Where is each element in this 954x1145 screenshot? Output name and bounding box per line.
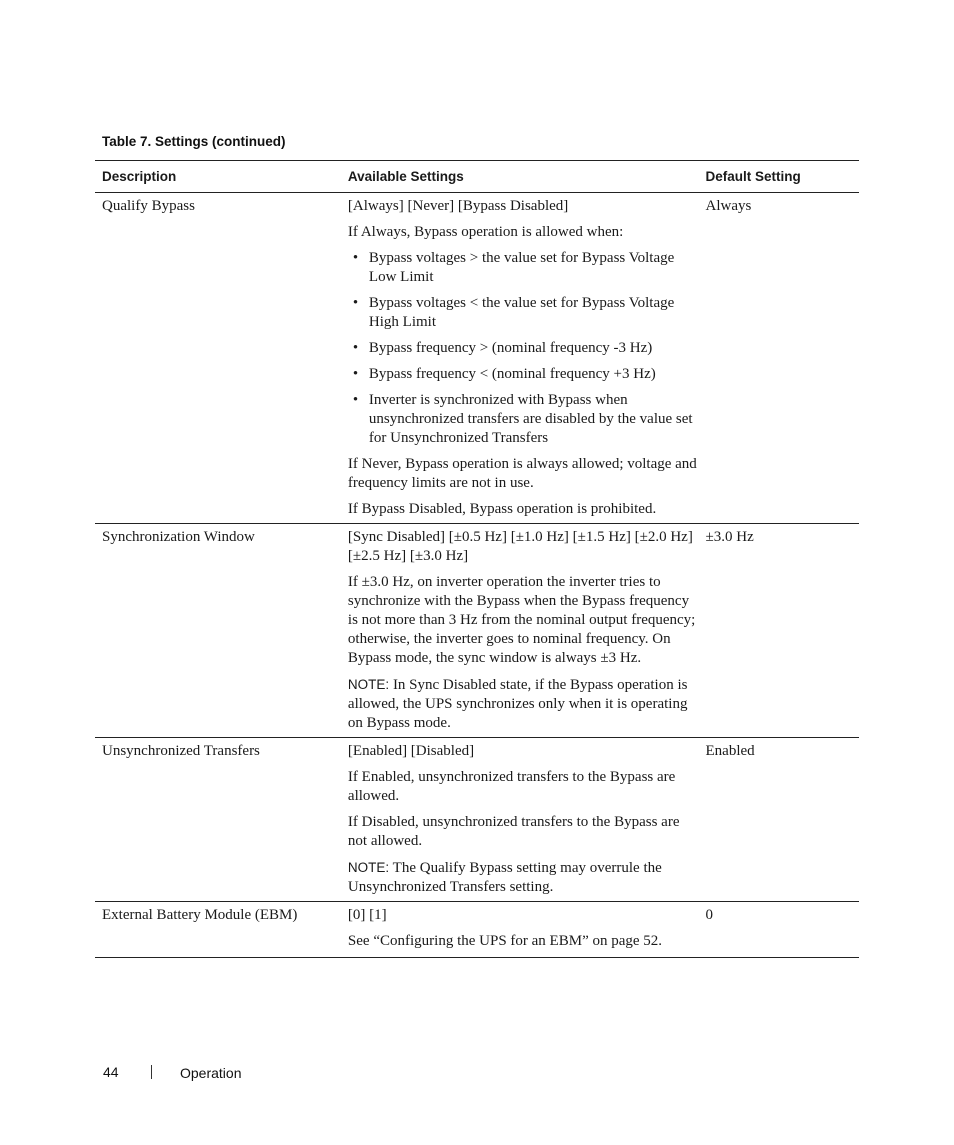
settings-options: [Always] [Never] [Bypass Disabled] [347, 198, 569, 214]
list-item [348, 249, 699, 287]
settings-options: [0] [1] [347, 907, 387, 923]
footer-section-title: Operation [180, 1065, 242, 1081]
list-item-text: Bypass voltages > the value set for Bypass Voltage Low Limit [368, 250, 675, 285]
note [348, 675, 699, 733]
footer-divider [151, 1065, 152, 1079]
note-text: The Qualify Bypass setting may overrule the Unsynchronized Transfers setting. [347, 860, 662, 895]
cross-reference-link[interactable]: See “Configuring the UPS for an EBM” on page 52. [347, 933, 663, 949]
header-description: Description [95, 161, 341, 193]
row-description: Synchronization Window [95, 524, 341, 738]
row-default-setting: 0 [699, 902, 859, 958]
settings-paragraph: If Bypass Disabled, Bypass operation is prohibited. [347, 501, 657, 517]
table-header-row [95, 161, 859, 193]
page-footer [103, 1064, 242, 1081]
list-item [348, 339, 699, 358]
header-default-setting: Default Setting [699, 161, 859, 193]
row-description: Unsynchronized Transfers [95, 738, 341, 902]
row-description: External Battery Module (EBM) [95, 902, 341, 958]
table-row [95, 902, 859, 958]
bullet-icon: • [352, 366, 359, 382]
row-available-settings [341, 193, 699, 524]
settings-paragraph: If Enabled, unsynchronized transfers to the Bypass are allowed. [347, 769, 676, 804]
bullet-icon: • [352, 392, 359, 408]
note-label: NOTE: [347, 860, 390, 875]
settings-options: [Sync Disabled] [±0.5 Hz] [±1.0 Hz] [±1.5 Hz] [±2.0 Hz] [±2.5 Hz] [±3.0 Hz] [347, 529, 693, 564]
settings-table [95, 160, 859, 958]
list-item-text: Bypass frequency > (nominal frequency -3 Hz) [368, 340, 653, 356]
bullet-icon: • [352, 295, 359, 311]
settings-paragraph: If Disabled, unsynchronized transfers to the Bypass are not allowed. [347, 814, 680, 849]
list-item-text: Bypass frequency < (nominal frequency +3 Hz) [368, 366, 656, 382]
condition-list [348, 249, 699, 448]
list-item-text: Inverter is synchronized with Bypass when unsynchronized transfers are disabled by the value set for Unsynchronized Transfers [368, 392, 693, 446]
note [348, 858, 699, 897]
list-item [348, 365, 699, 384]
row-description: Qualify Bypass [95, 193, 341, 524]
table-row [95, 738, 859, 902]
row-available-settings [341, 524, 699, 738]
bullet-icon: • [352, 340, 359, 356]
row-default-setting: ±3.0 Hz [699, 524, 859, 738]
header-available-settings: Available Settings [341, 161, 699, 193]
list-item [348, 294, 699, 332]
table-row [95, 524, 859, 738]
list-item [348, 391, 699, 448]
settings-paragraph: If ±3.0 Hz, on inverter operation the inverter tries to synchronize with the Bypass when the Bypass frequency is not more than 3 Hz from the nominal output frequency; otherwise, the inverter goes to nominal frequency. On Bypass mode, the sync window is always ±3 Hz. [347, 574, 696, 666]
table-caption: Table 7. Settings (continued) [102, 134, 286, 149]
settings-paragraph: If Always, Bypass operation is allowed when: [347, 224, 624, 240]
note-label: NOTE: [347, 677, 390, 692]
row-default-setting: Enabled [699, 738, 859, 902]
note-text: In Sync Disabled state, if the Bypass operation is allowed, the UPS synchronizes only when it is operating on Bypass mode. [347, 677, 688, 731]
row-default-setting: Always [699, 193, 859, 524]
page-number: 44 [103, 1064, 119, 1080]
settings-paragraph: If Never, Bypass operation is always allowed; voltage and frequency limits are not in use. [347, 456, 697, 491]
list-item-text: Bypass voltages < the value set for Bypass Voltage High Limit [368, 295, 675, 330]
table-row [95, 193, 859, 524]
settings-options: [Enabled] [Disabled] [347, 743, 475, 759]
row-available-settings [341, 738, 699, 902]
bullet-icon: • [352, 250, 359, 266]
row-available-settings [341, 902, 699, 958]
